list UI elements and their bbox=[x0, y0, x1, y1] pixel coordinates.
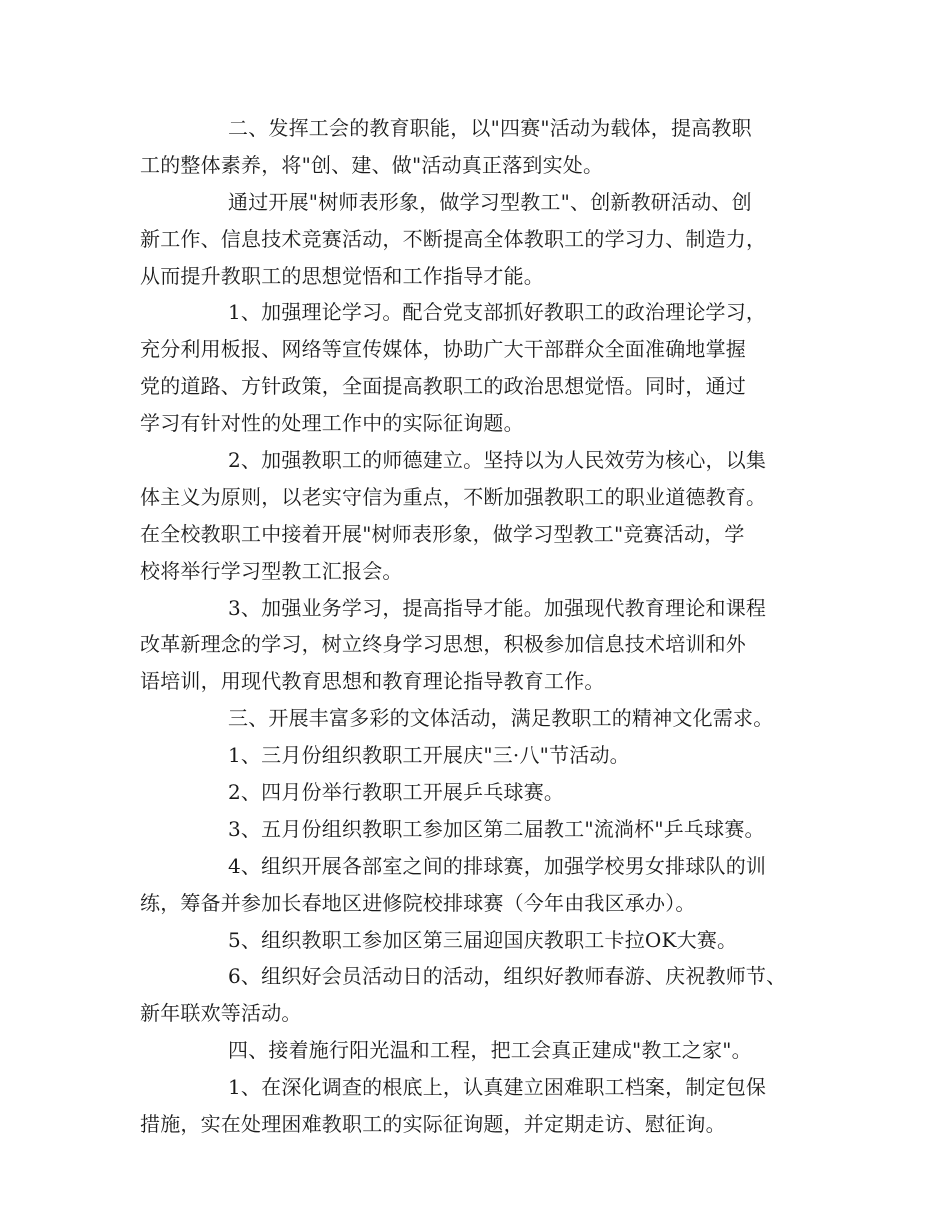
text-line: 学习有针对性的处理工作中的实际征询题。 bbox=[140, 411, 524, 436]
text-line: 措施，实在处理困难教职工的实际征询题，并定期走访、慰征询。 bbox=[140, 1112, 726, 1137]
text-line: 新年联欢等活动。 bbox=[140, 1001, 302, 1026]
text-line: 3、加强业务学习，提高指导才能。加强现代教育理论和课程 bbox=[228, 595, 767, 620]
text-line: 练，筹备并参加长春地区进修院校排球赛（今年由我区承办）。 bbox=[140, 890, 696, 915]
text-line: 语培训，用现代教育思想和教育理论指导教育工作。 bbox=[140, 669, 605, 694]
text-line: 改革新理念的学习，树立终身学习思想，积极参加信息技术培训和外 bbox=[140, 632, 746, 657]
document-body bbox=[140, 110, 830, 1143]
text-line: 党的道路、方针政策，全面提高教职工的政治思想觉悟。同时，通过 bbox=[140, 374, 746, 399]
text-line: 1、加强理论学习。配合党支部抓好教职工的政治理论学习， bbox=[228, 300, 767, 325]
text-line: 5、组织教职工参加区第三届迎国庆教职工卡拉OK大赛。 bbox=[228, 927, 738, 952]
text-line: 体主义为原则，以老实守信为重点，不断加强教职工的职业道德教育。 bbox=[140, 484, 767, 509]
text-line: 二、发挥工会的教育职能，以"四赛"活动为载体，提高教职 bbox=[228, 116, 752, 140]
text-line: 充分利用板报、网络等宣传媒体，协助广大干部群众全面准确地掌握 bbox=[140, 337, 746, 362]
text-line: 从而提升教职工的思想觉悟和工作指导才能。 bbox=[140, 263, 544, 288]
text-line: 4、组织开展各部室之间的排球赛，加强学校男女排球队的训 bbox=[228, 853, 767, 878]
text-line: 四、接着施行阳光温和工程，把工会真正建成"教工之家"。 bbox=[228, 1038, 752, 1063]
text-line: 三、开展丰富多彩的文体活动，满足教职工的精神文化需求。 bbox=[228, 706, 774, 731]
text-line: 2、四月份举行教职工开展乒乓球赛。 bbox=[228, 780, 565, 805]
text-line: 校将举行学习型教工汇报会。 bbox=[140, 558, 403, 583]
text-line: 2、加强教职工的师德建立。坚持以为人民效劳为核心，以集 bbox=[228, 448, 767, 473]
text-line: 1、三月份组织教职工开展庆"三·八"节活动。 bbox=[228, 743, 630, 768]
text-line: 新工作、信息技术竞赛活动，不断提高全体教职工的学习力、制造力， bbox=[140, 226, 767, 251]
text-line: 通过开展"树师表形象，做学习型教工"、创新教研活动、创 bbox=[228, 189, 752, 214]
text-line: 工的整体素养，将"创、建、做"活动真正落到实处。 bbox=[140, 152, 604, 177]
text-line: 6、组织好会员活动日的活动，组织好教师春游、庆祝教师节、 bbox=[228, 964, 787, 989]
text-line: 3、五月份组织教职工参加区第二届教工"流淌杯"乒乓球赛。 bbox=[228, 816, 765, 841]
text-line: 1、在深化调查的根底上，认真建立困难职工档案，制定包保 bbox=[228, 1075, 767, 1100]
text-line: 在全校教职工中接着开展"树师表形象，做学习型教工"竞赛活动，学 bbox=[140, 521, 745, 546]
